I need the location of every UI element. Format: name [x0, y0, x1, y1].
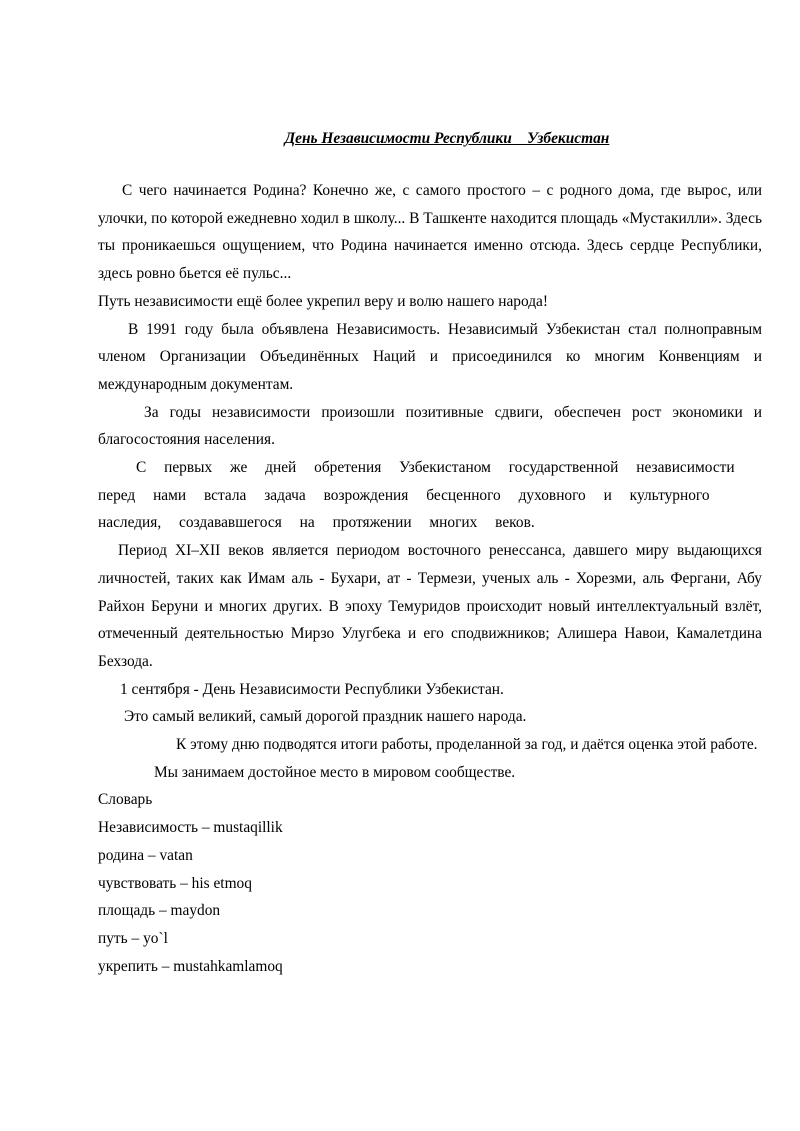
document-title: День Независимости Республики Узбекистан — [284, 130, 610, 147]
vocabulary-item: путь – yo`l — [98, 929, 168, 947]
vocabulary-item: родина – vatan — [98, 846, 193, 864]
vocabulary-item: площадь – maydon — [98, 902, 221, 920]
document-page — [98, 128, 762, 980]
paragraph-first-days: С первых же дней обретения Узбекистаном государственной независимости перед нами встала задача возрождения бесценного духовного и культурного наследия, создававшегося на протяжении многих веков. — [98, 459, 735, 532]
paragraph-homeland: С чего начинается Родина? Конечно же, с самого простого – с родного дома, где вырос, или улочки, по которой ежедневно ходил в школу... В Ташкенте находится площадь «Мустакилли». Здесь ты проникаешься ощущением, что Родина начинается именно отсюда. Здесь сердце Республики, здесь ровно бьется её пульс... — [98, 182, 762, 283]
paragraph-place: Мы занимаем достойное место в мировом сообществе. — [154, 763, 516, 781]
paragraph-path: Путь независимости ещё более укрепил веру и волю нашего народа! — [98, 292, 549, 310]
vocabulary-item: укрепить – mustahkamlamoq — [98, 957, 283, 975]
paragraph-renaissance: Период XI–XII веков является периодом восточного ренессанса, давшего миру выдающихся личностей, таких как Имам аль - Бухари, ат - Термези, ученых аль - Хорезми, аль Фергани, Абу Райхон Беруни и многих других. В эпоху Темуридов происходит новый интеллектуальный взлёт, отмеченный деятельностью Мирзо Улугбека и его сподвижников; Алишера Навои, Камалетдина Бехзода. — [98, 542, 762, 670]
title-spacer — [98, 150, 762, 177]
paragraph-holiday: Это самый великий, самый дорогой праздник нашего народа. — [124, 708, 527, 726]
vocabulary-item: Независимость – mustaqillik — [98, 819, 283, 837]
paragraph-1991: В 1991 году была объявлена Независимость. Независимый Узбекистан стал полноправным членом Организации Объединённых Наций и присоединился ко многим Конвенциям и международным документам. — [98, 320, 762, 393]
paragraph-results: К этому дню подводятся итоги работы, проделанной за год, и даётся оценка этой работе. — [176, 736, 758, 754]
vocabulary-item: чувствовать – his etmoq — [98, 874, 252, 892]
paragraph-years: За годы независимости произошли позитивные сдвиги, обеспечен рост экономики и благосостояния населения. — [98, 403, 762, 449]
vocabulary-section — [98, 786, 762, 980]
paragraph-september: 1 сентября - День Независимости Республики Узбекистан. — [120, 680, 504, 698]
vocabulary-heading: Словарь — [98, 791, 153, 809]
